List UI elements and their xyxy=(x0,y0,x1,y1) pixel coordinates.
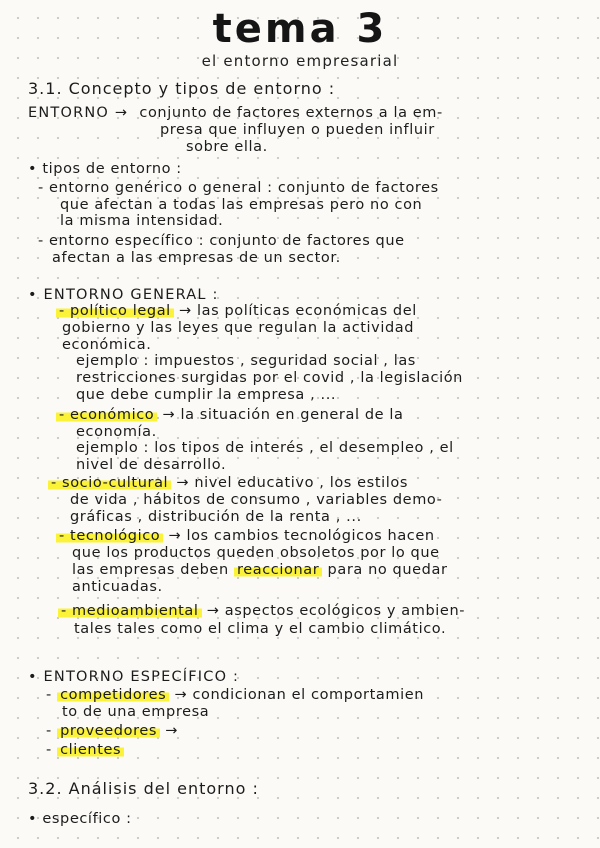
section-3-1-heading: 3.1. Concepto y tipos de entorno : xyxy=(28,79,336,98)
technological-line-3-start: las empresas deben xyxy=(72,562,229,578)
section-3-2-item: • específico : xyxy=(28,811,132,827)
socio-cultural-desc: → nivel educativo , los estilos xyxy=(176,475,408,491)
section-3-2-heading: 3.2. Análisis del entorno : xyxy=(28,779,259,798)
suppliers-term: proveedores xyxy=(57,723,160,739)
types-heading: • tipos de entorno : xyxy=(28,161,182,177)
competitors-term: competidores xyxy=(57,687,169,703)
definition-term-label: ENTORNO → xyxy=(28,105,129,121)
generic-line-2: que afectan a todas las empresas pero no con xyxy=(60,197,423,213)
environmental-line-2: tales tales como el clima y el cambio climático. xyxy=(74,621,447,637)
technological-line-2: que los productos queden obsoletos por lo que xyxy=(72,545,440,561)
generic-line-1: - entorno genérico o general : conjunto de factores xyxy=(38,180,439,196)
technological-desc: → los cambios tecnológicos hacen xyxy=(168,528,435,544)
political-legal-example-3: que debe cumplir la empresa , ... xyxy=(76,387,337,403)
clients-line xyxy=(46,741,124,759)
specific-heading: • ENTORNO ESPECÍFICO : xyxy=(28,669,240,685)
technological-line-3 xyxy=(72,561,448,579)
political-legal-desc: → las políticas económicas del xyxy=(179,303,417,319)
technological-line-1 xyxy=(56,527,435,545)
political-legal-term: - político legal xyxy=(56,303,174,319)
suppliers-dash: - xyxy=(46,723,52,739)
socio-cultural-term: - socio-cultural xyxy=(48,475,171,491)
economic-example-1: ejemplo : los tipos de interés , el desempleo , el xyxy=(76,440,454,456)
political-legal-line-2: gobierno y las leyes que regulan la actividad xyxy=(62,320,415,336)
general-heading: • ENTORNO GENERAL : xyxy=(28,287,219,303)
environmental-line-1 xyxy=(58,602,465,620)
political-legal-example-2: restricciones surgidas por el covid , la legislación xyxy=(76,370,463,386)
specific-line-2: afectan a las empresas de un sector. xyxy=(52,250,341,266)
economic-line-1 xyxy=(56,406,403,424)
page-title: tema 3 xyxy=(212,6,388,52)
political-legal-example-1: ejemplo : impuestos , seguridad social , las xyxy=(76,353,416,369)
competitors-line-1 xyxy=(46,686,424,704)
clients-dash: - xyxy=(46,742,52,758)
environmental-term: - medioambiental xyxy=(58,603,202,619)
competitors-desc: → condicionan el comportamien xyxy=(174,687,425,703)
definition-line-1: conjunto de factores externos a la em- xyxy=(139,105,443,121)
suppliers-arrow: → xyxy=(165,723,178,739)
definition-term xyxy=(28,104,443,122)
definition-line-2: presa que influyen o pueden influir xyxy=(160,122,435,138)
technological-term: - tecnológico xyxy=(56,528,163,544)
economic-example-2: nivel de desarrollo. xyxy=(76,457,227,473)
environmental-desc: → aspectos ecológicos y ambien- xyxy=(206,603,466,619)
competitors-line-2: to de una empresa xyxy=(62,704,210,720)
economic-line-2: economía. xyxy=(76,424,157,440)
economic-desc: → la situación en general de la xyxy=(162,407,404,423)
specific-line-1: - entorno específico : conjunto de factores que xyxy=(38,233,405,249)
definition-line-3: sobre ella. xyxy=(186,139,268,155)
react-highlight: reaccionar xyxy=(234,562,322,578)
page-subtitle: el entorno empresarial xyxy=(201,52,399,70)
political-legal-line-1 xyxy=(56,302,417,320)
socio-cultural-line-2: de vida , hábitos de consumo , variables demo- xyxy=(70,492,443,508)
socio-cultural-line-1 xyxy=(48,474,408,492)
economic-term: - económico xyxy=(56,407,157,423)
competitors-dash: - xyxy=(46,687,52,703)
technological-line-4: anticuadas. xyxy=(72,579,163,595)
technological-line-3-end: para no quedar xyxy=(327,562,448,578)
political-legal-line-3: económica. xyxy=(62,337,152,353)
generic-line-3: la misma intensidad. xyxy=(60,213,224,229)
clients-term: clientes xyxy=(57,742,124,758)
suppliers-line xyxy=(46,722,178,740)
socio-cultural-line-3: gráficas , distribución de la renta , ... xyxy=(70,509,362,525)
